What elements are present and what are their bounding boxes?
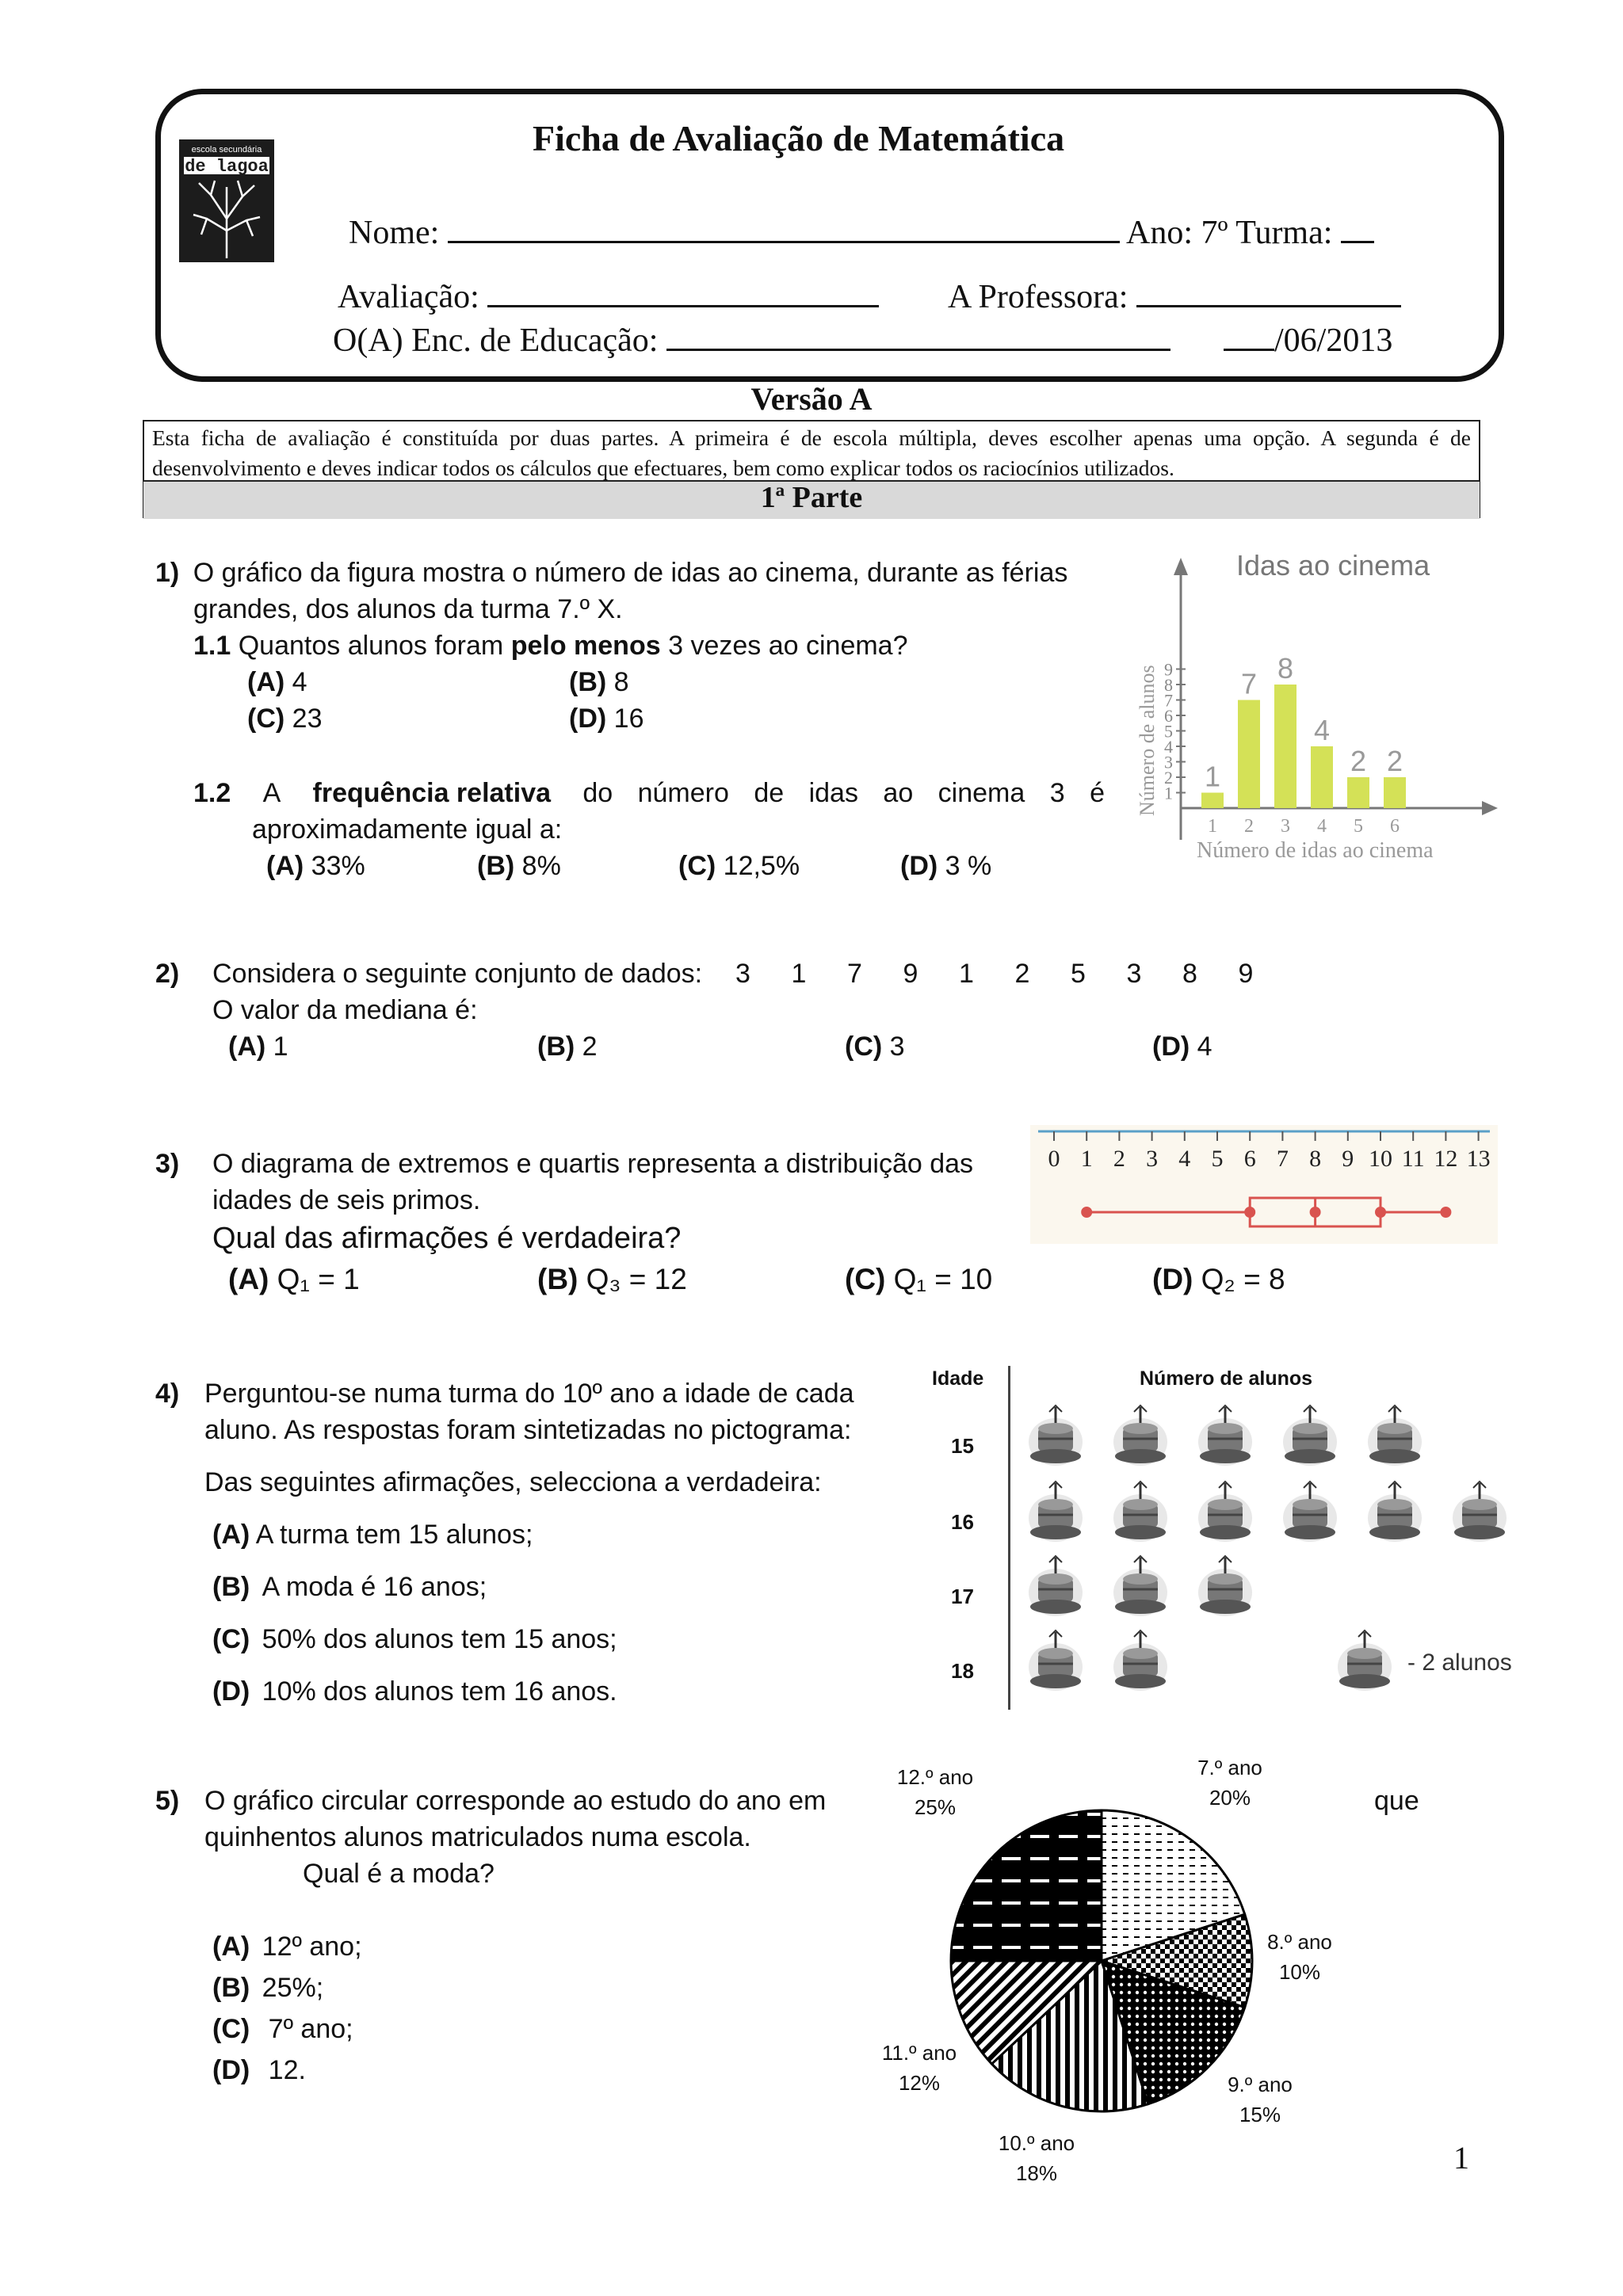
enc-educacao-label: O(A) Enc. de Educação: [333, 322, 659, 359]
bar [1384, 777, 1406, 808]
option-text: 8 [613, 667, 629, 697]
q4-text-line2: aluno. As respostas foram sintetizadas no pictograma: [204, 1415, 852, 1445]
q4-option-a[interactable] [212, 1520, 533, 1550]
q2-option-b[interactable] [537, 1032, 598, 1062]
bar [1201, 793, 1224, 809]
nome-field [349, 214, 1374, 252]
x-tick-label: 2 [1244, 816, 1254, 837]
q3-number-text: 3) [155, 1149, 180, 1179]
q5-number [155, 1786, 179, 1817]
cake-icon [1027, 1404, 1084, 1470]
professora-field [948, 278, 1401, 316]
bar-value-label: 2 [1350, 745, 1367, 777]
option-text: 4 [1197, 1032, 1212, 1062]
boxplot-tick-label: 10 [1369, 1146, 1392, 1172]
bar-chart-idas-cinema [1125, 547, 1506, 879]
boxplot-tick-label: 0 [1048, 1146, 1060, 1172]
q5-option-d[interactable] [212, 2055, 306, 2086]
q3-option-c[interactable] [845, 1263, 992, 1296]
pictogram-age-15: 15 [951, 1434, 974, 1458]
x-tick-label: 3 [1281, 816, 1290, 837]
option-letter: (B) [212, 1572, 250, 1602]
x-tick-label: 4 [1317, 816, 1327, 837]
q1-2-text-a: A [262, 778, 281, 808]
option-text: Q₁ = 1 [277, 1263, 360, 1295]
q4-text-line1: Perguntou-se numa turma do 10º ano a idade de cada [204, 1379, 854, 1409]
boxplot-tick-label: 7 [1276, 1146, 1289, 1172]
q2-question: O valor da mediana é: [212, 995, 478, 1025]
q2-data-value: 1 [791, 959, 807, 989]
q1-number: 1) [155, 558, 180, 588]
option-letter: (C) [212, 2014, 250, 2044]
option-text: A turma tem 15 alunos; [255, 1520, 533, 1550]
pictogram-cake-icon [1112, 1404, 1167, 1467]
q2-data-value: 7 [847, 959, 862, 989]
option-text: 1 [273, 1032, 288, 1062]
q5-text-line2: quinhentos alunos matriculados numa escola. [204, 1822, 751, 1852]
q3-text-line2: idades de seis primos. [212, 1185, 481, 1215]
option-letter: (B) [212, 1973, 250, 2003]
q2-data-value: 3 [1126, 959, 1142, 989]
pictogram-age-18: 18 [951, 1659, 974, 1683]
y-axis-label: Número de alunos [1136, 665, 1159, 816]
school-logo [179, 139, 274, 262]
option-letter: (A) [212, 1932, 250, 1962]
boxplot-tick-label: 6 [1243, 1146, 1256, 1172]
bar-value-label: 7 [1240, 667, 1258, 700]
cake-icon [1027, 1480, 1084, 1547]
boxplot-tick-label: 11 [1401, 1146, 1425, 1172]
q2-data-value: 3 [735, 959, 750, 989]
option-letter: (B) [537, 1032, 575, 1062]
pie-slice-label: 7.º ano [1197, 1756, 1262, 1779]
pie-slice-value-label: 20% [1209, 1786, 1251, 1810]
option-letter: (C) [212, 1624, 250, 1654]
x-tick-label: 5 [1354, 816, 1363, 837]
pictogram-cake-icon [1112, 1480, 1167, 1543]
q2-data-value: 9 [1238, 959, 1254, 989]
svg-text:de lagoa: de lagoa [185, 157, 269, 177]
cake-icon [1336, 1629, 1393, 1695]
option-text: A moda é 16 anos; [262, 1572, 487, 1602]
boxplot-point [1244, 1207, 1255, 1218]
cake-icon [1027, 1554, 1084, 1621]
option-letter: (A) [228, 1032, 266, 1062]
q5-text-tail: que [1374, 1786, 1419, 1816]
q2-option-a[interactable] [228, 1032, 288, 1062]
option-text: Q₂ = 8 [1201, 1263, 1285, 1295]
q1-1-option-b[interactable] [569, 667, 629, 698]
q4-question: Das seguintes afirmações, selecciona a verdadeira: [204, 1467, 822, 1497]
option-letter: (B) [477, 851, 515, 881]
date-field [1224, 322, 1392, 360]
q1-2-text-b: do número de idas ao cinema 3 é [582, 778, 1105, 808]
pictogram-cake-icon [1027, 1480, 1083, 1543]
pictogram-age-17: 17 [951, 1585, 974, 1608]
pictogram-half-cake-icon [1366, 1404, 1422, 1467]
option-text: 3 [889, 1032, 905, 1062]
boxplot-diagram [1030, 1125, 1498, 1244]
option-text: 2 [582, 1032, 598, 1062]
avaliacao-line [487, 304, 879, 307]
pie-slice-label: 12.º ano [896, 1765, 974, 1789]
q5-number-text: 5) [155, 1786, 180, 1816]
option-letter: (C) [845, 1032, 883, 1062]
q5-option-c[interactable] [212, 2014, 353, 2045]
pictogram-cake-icon [1281, 1404, 1337, 1467]
q1-1-option-a[interactable] [247, 667, 307, 698]
q2-data-value: 5 [1071, 959, 1086, 989]
boxplot-tick-label: 9 [1342, 1146, 1354, 1172]
q1-2-number: 1.2 [193, 778, 231, 808]
q2-number [155, 959, 179, 990]
option-letter: (D) [1152, 1032, 1190, 1062]
q2-data-value: 8 [1182, 959, 1197, 989]
q2-number-text: 2) [155, 959, 180, 989]
cake-icon [1197, 1480, 1254, 1547]
y-tick-label: 1 [1164, 783, 1173, 803]
pictogram-cake-icon [1027, 1404, 1083, 1467]
x-axis-arrow [1482, 801, 1498, 815]
pictogram [924, 1364, 1534, 1713]
q1-2-option-c[interactable] [678, 851, 800, 882]
q1-2-option-d[interactable] [900, 851, 991, 882]
turma-line [1341, 240, 1374, 243]
q1-1-text-bold: pelo menos [510, 631, 661, 661]
q4-number-text: 4) [155, 1379, 180, 1409]
q5-question: Qual é a moda? [303, 1859, 495, 1889]
boxplot-tick-label: 2 [1113, 1146, 1125, 1172]
pictogram-cake-icon [1197, 1404, 1252, 1467]
option-letter: (D) [569, 704, 607, 734]
cake-icon [1366, 1480, 1423, 1547]
option-letter: (B) [569, 667, 607, 697]
pictogram-cake-icon [1197, 1554, 1252, 1618]
pictogram-header-alunos: Número de alunos [1140, 1367, 1313, 1390]
ano-turma-label: Ano: 7º Turma: [1126, 215, 1333, 251]
avaliacao-field [338, 278, 879, 316]
boxplot-tick-label: 5 [1211, 1146, 1224, 1172]
cake-icon [1366, 1404, 1395, 1470]
page-title: Ficha de Avaliação de Matemática [533, 118, 1065, 158]
boxplot-tick-label: 1 [1080, 1146, 1093, 1172]
pie-slice-label: 9.º ano [1228, 2073, 1293, 2096]
q4-option-b[interactable] [212, 1572, 487, 1603]
option-text: 25%; [262, 1973, 324, 2003]
nome-label: Nome: [349, 215, 440, 251]
q2-option-d[interactable] [1152, 1032, 1212, 1062]
boxplot-tick-label: 13 [1466, 1146, 1491, 1172]
bar [1238, 700, 1260, 809]
pictogram-cake-icon [1197, 1480, 1252, 1543]
option-letter: (A) [266, 851, 304, 881]
option-text: 23 [292, 704, 323, 734]
professora-line [1136, 304, 1401, 307]
option-text: 33% [311, 851, 365, 881]
pictogram-cake-icon [1112, 1629, 1167, 1692]
y-tick-label: 6 [1164, 706, 1173, 726]
nome-line [448, 240, 1120, 243]
enc-educacao-field [333, 322, 1170, 360]
q1-2-question [193, 778, 1105, 809]
option-text: 3 % [945, 851, 992, 881]
y-tick-label: 4 [1164, 737, 1173, 757]
page-number: 1 [1453, 2140, 1469, 2176]
pie-slice-value-label: 18% [1015, 2161, 1058, 2185]
pictogram-legend: - 2 alunos [1407, 1650, 1512, 1676]
pie-slice-value-label: 12% [898, 2071, 941, 2095]
pictogram-half-cake-icon [1451, 1480, 1507, 1543]
cake-icon [1197, 1404, 1254, 1470]
q2-data-value: 1 [959, 959, 974, 989]
q1-1-option-c[interactable] [247, 704, 322, 734]
bar [1274, 685, 1296, 808]
pictogram-cake-icon [1366, 1480, 1422, 1543]
q2-data-value: 2 [1014, 959, 1030, 989]
q2-option-c[interactable] [845, 1032, 905, 1062]
q3-number [155, 1149, 179, 1180]
q1-1-text-a: Quantos alunos foram [238, 631, 504, 661]
x-tick-label: 6 [1390, 816, 1400, 837]
pie-slice [951, 1810, 1102, 1961]
cake-icon [1281, 1480, 1338, 1547]
q3-question: Qual das afirmações é verdadeira? [212, 1222, 682, 1255]
q1-1-text-b: 3 vezes ao cinema? [668, 631, 908, 661]
option-letter: (C) [247, 704, 285, 734]
pictogram-age-16: 16 [951, 1510, 974, 1534]
q4-option-d[interactable] [212, 1676, 617, 1707]
option-text: Q₃ = 12 [586, 1263, 687, 1295]
bar-value-label: 8 [1277, 652, 1294, 685]
option-text: 12,5% [723, 851, 800, 881]
cake-icon [1112, 1480, 1169, 1547]
cake-icon [1451, 1480, 1480, 1547]
option-text: Q₁ = 10 [893, 1263, 993, 1295]
option-text: 16 [613, 704, 644, 734]
cake-icon [1027, 1629, 1084, 1695]
pictogram-cake-icon [1027, 1629, 1083, 1692]
y-tick-label: 5 [1164, 721, 1173, 742]
x-axis-label: Número de idas ao cinema [1197, 838, 1434, 863]
q1-text-line2: grandes, dos alunos da turma 7.º X. [193, 594, 623, 624]
option-letter: (A) [247, 667, 285, 697]
bar-value-label: 2 [1386, 745, 1403, 777]
chart-title: Idas ao cinema [1236, 549, 1430, 582]
bar-value-label: 1 [1204, 760, 1221, 793]
q3-option-d[interactable] [1152, 1263, 1285, 1296]
q1-1-number: 1.1 [193, 631, 231, 661]
pictogram-cake-icon [1112, 1554, 1167, 1618]
boxplot-tick-label: 12 [1434, 1146, 1458, 1172]
cake-icon [1281, 1404, 1338, 1470]
option-letter: (A) [212, 1520, 250, 1550]
option-text: 50% dos alunos tem 15 anos; [262, 1624, 617, 1654]
option-letter: (D) [212, 2055, 250, 2085]
boxplot-tick-label: 8 [1309, 1146, 1322, 1172]
cake-icon [1112, 1629, 1169, 1695]
pie-chart-ano [856, 1756, 1363, 2185]
q3-option-b[interactable] [537, 1263, 687, 1296]
option-text: 8% [521, 851, 561, 881]
x-tick-label: 1 [1208, 816, 1217, 837]
svg-text:escola secundária: escola secundária [191, 145, 262, 154]
y-tick-label: 9 [1164, 659, 1173, 680]
q1-2-text-line2: aproximadamente igual a: [252, 814, 563, 845]
pie-slice-label: 10.º ano [998, 2131, 1075, 2155]
q1-2-option-a[interactable] [266, 851, 365, 882]
y-tick-label: 3 [1164, 752, 1173, 772]
boxplot-point [1375, 1207, 1386, 1218]
option-text: 7º ano; [268, 2014, 353, 2044]
q1-1-option-d[interactable] [569, 704, 643, 734]
q4-number [155, 1379, 179, 1409]
q5-option-a[interactable] [212, 1932, 362, 1962]
q2-data-value: 9 [903, 959, 918, 989]
version-label: Versão A [750, 381, 873, 417]
q5-option-b[interactable] [212, 1973, 323, 2004]
option-letter: (D) [212, 1676, 250, 1707]
cake-icon [1112, 1404, 1169, 1470]
bar-value-label: 4 [1313, 714, 1331, 746]
q1-text-line1 [155, 558, 1067, 589]
option-letter: (C) [845, 1263, 886, 1295]
date-day-line [1224, 348, 1274, 351]
q3-option-a[interactable] [228, 1263, 360, 1296]
y-tick-label: 8 [1164, 675, 1173, 695]
boxplot-point [1440, 1207, 1451, 1218]
pie-slice-value-label: 10% [1278, 1960, 1321, 1984]
avaliacao-label: Avaliação: [338, 279, 479, 315]
boxplot-point [1310, 1207, 1321, 1218]
pie-slice-label: 11.º ano [881, 2041, 957, 2065]
date-suffix: /06/2013 [1274, 322, 1393, 359]
parte-label: 1ª Parte [760, 481, 863, 514]
pictogram-cake-icon [1027, 1554, 1083, 1618]
option-text: 12. [268, 2055, 306, 2085]
option-letter: (D) [1152, 1263, 1193, 1295]
cake-icon [1197, 1554, 1254, 1621]
bar [1311, 746, 1333, 808]
bar [1347, 777, 1369, 808]
option-text: 4 [292, 667, 307, 697]
pictogram-header-idade: Idade [932, 1367, 984, 1390]
boxplot-tick-label: 4 [1178, 1146, 1191, 1172]
q3-text-line1: O diagrama de extremos e quartis representa a distribuição das [212, 1149, 974, 1179]
pictogram-cake-icon [1281, 1480, 1337, 1543]
q5-text-line1: O gráfico circular corresponde ao estudo do ano em [204, 1786, 827, 1816]
q1-2-text-bold: frequência relativa [312, 778, 552, 808]
pie-slice-label: 8.º ano [1267, 1930, 1332, 1954]
y-axis-arrow [1174, 558, 1188, 575]
q2-text: Considera o seguinte conjunto de dados: [212, 959, 703, 989]
option-letter: (A) [228, 1263, 269, 1295]
q4-option-c[interactable] [212, 1624, 617, 1655]
option-letter: (B) [537, 1263, 579, 1295]
cake-icon [1112, 1554, 1169, 1621]
pictogram-legend-cake-icon [1336, 1629, 1392, 1692]
school-logo-tree-icon [179, 139, 274, 262]
q1-2-option-b[interactable] [477, 851, 561, 882]
q1-1-question [193, 631, 908, 662]
option-text: 12º ano; [262, 1932, 362, 1962]
professora-label: A Professora: [948, 279, 1128, 315]
instructions-text: Esta ficha de avaliação é constituída por duas partes. A primeira é de escola múltipla, deves escolher apenas uma opção. A segunda é de desenvolvimento e deves indicar todos os cálculos que efectuares, bem como explicar todos os raciocínios utilizados. [152, 425, 1471, 480]
y-tick-label: 2 [1164, 768, 1173, 788]
pie-slice-value-label: 15% [1239, 2103, 1281, 2126]
option-letter: (C) [678, 851, 716, 881]
option-text: 10% dos alunos tem 16 anos. [262, 1676, 617, 1707]
boxplot-tick-label: 3 [1146, 1146, 1159, 1172]
pie-slice-value-label: 25% [914, 1795, 957, 1819]
y-tick-label: 7 [1164, 690, 1173, 711]
boxplot-point [1081, 1207, 1092, 1218]
q1-text-a: O gráfico da figura mostra o número de idas ao cinema, durante as férias [193, 558, 1068, 588]
option-letter: (D) [900, 851, 938, 881]
enc-educacao-line [666, 348, 1170, 351]
